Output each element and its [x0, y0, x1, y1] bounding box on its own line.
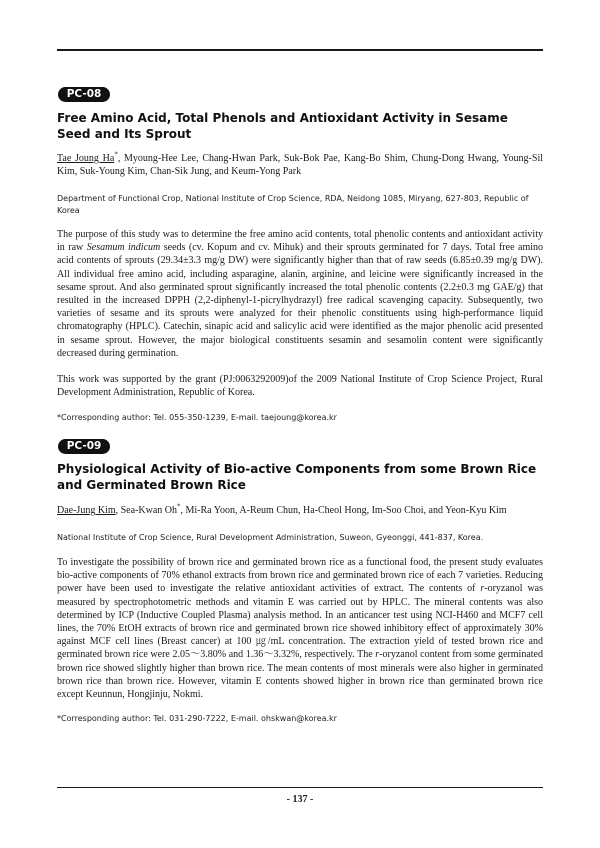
abstract-text-part: -oryzanol content from some germinated brown rice showed slightly higher than brown rice. The mean contents of most minerals were also higher in germinated brown rice than brown rice. However, vitamin E contents showed higher in brown rice than germinated brown rice except Keunnun, Hongjinju, Nokmi.: [57, 649, 543, 701]
section-badge-pc09: PC-09: [58, 439, 110, 454]
authors-pc09: [57, 504, 543, 517]
top-rule: [57, 49, 543, 51]
page-number: - 137 -: [286, 794, 314, 805]
abstract-text-part: To investigate the possibility of brown rice and germinated brown rice as a functional food, the present study evaluates bio-active components of 70% ethanol extracts from brown rice and germinated brown rice of each 7 varieties. Reducing power have been used to investigate the relative antioxidant activities of extract. The contents of: [57, 557, 543, 595]
presenting-author-pc08: Tae Joung Ha: [57, 153, 115, 164]
funding-note-pc08: This work was supported by the grant (PJ:0063292009)of the 2009 National Institute of Crop Science Project, Rural Development Administration, Republic of Korea.: [57, 374, 543, 399]
abstract-text-part: -oryzanol was measured by spectrophotometric methods and vitamin E was carried out by HPLC. The mineral contents was also determined by ICP (Inductive Coupled Plasma) analysis method. In an anticancer test using NCI-H460 and MCF7 cell lines, the 70% EtOH extracts of brown rice and germinated brown rice showed inhibitory effect of approximately 30% against MCF cell lines (Breast cancer) at 100 ㎍/mL concentration. The extraction yield of tested brown rice and germinated brown rice were 2.05～3.80% and 1.36～3.32%, respectively. The: [57, 583, 543, 661]
species-name: Sesamum indicum: [86, 242, 161, 254]
other-authors-post-pc09: , Mi-Ra Yoon, A-Reum Chun, Ha-Cheol Hong, Im-Soo Choi, and Yeon-Kyu Kim: [180, 505, 507, 516]
abstract-body-pc09: [57, 556, 543, 701]
other-authors-pc09: , Sea-Kwan Oh: [115, 505, 177, 516]
other-authors-pc08: , Myoung-Hee Lee, Chang-Hwan Park, Suk-Bok Pae, Kang-Bo Shim, Chung-Dong Hwang, Young-Sil Kim, Suk-Young Kim, Chan-Sik Jung, and Keum-Yong Park: [57, 153, 543, 178]
abstract-title-pc08: Free Amino Acid, Total Phenols and Antioxidant Activity in Sesame Seed and Its Sprout: [57, 111, 508, 141]
gamma-symbol: r: [375, 649, 380, 661]
abstract-text-part: seeds (cv. Kopum and cv. Mihuk) and their sprouts germinated for 7 days. Total free amino acid contents of sprouts (29.34±3.3 mg/g DW) were significantly higher than that of raw seeds (6.85±0.39 mg/g DW). All individual free amino acid, including asparagine, alanin, arginine, and leicine were significantly increased in the sesame sprout. And also germinated sprout significantly increased the total phenolic contents (2.2±0.3 mg GAE/g) that resulted in the increased DPPH (2,2-diphenyl-1-picrylhydrazyl) free radical scavenging capacity. Subsequently, two varieties of sesame and its sprouts were analyzed for their phenolic constituents using high-performance liquid chromatography (HPLC). Catechin, sinapic acid and salicylic acid were identified as the major phenolic acid presented in sesame sprout. However, the major biological constituents sesamin and sesamolin content were significantly decreased during germination.: [57, 242, 543, 359]
corresponding-author-pc09: *Corresponding author: Tel. 031-290-7222, E-mail. ohskwan@korea.kr: [57, 714, 337, 723]
corresponding-mark-pc09: *: [176, 502, 181, 511]
abstract-text-part: The purpose of this study was to determine the free amino acid contents, total phenolic contents and antioxidant activity in raw: [57, 229, 543, 254]
gamma-symbol: r: [480, 583, 485, 595]
corresponding-author-pc08: *Corresponding author: Tel. 055-350-1239, E-mail. taejoung@korea.kr: [57, 413, 337, 422]
affiliation-pc09: National Institute of Crop Science, Rural Development Administration, Suweon, Gyeonggi, 441-837, Korea.: [57, 533, 484, 542]
bottom-rule: [57, 787, 543, 788]
presenting-author-pc09: Dae-Jung Kim: [57, 505, 116, 516]
authors-pc08: [57, 152, 543, 178]
affiliation-pc08: Department of Functional Crop, National Institute of Crop Science, RDA, Neidong 1085, Miryang, 627-803, Republic of Korea: [57, 194, 529, 215]
abstract-body-pc08: [57, 228, 543, 360]
section-badge-pc08: PC-08: [58, 87, 110, 102]
abstract-title-pc09: Physiological Activity of Bio-active Components from some Brown Rice and Germinated Brown Rice: [57, 462, 537, 492]
corresponding-mark-pc08: *: [114, 150, 118, 159]
